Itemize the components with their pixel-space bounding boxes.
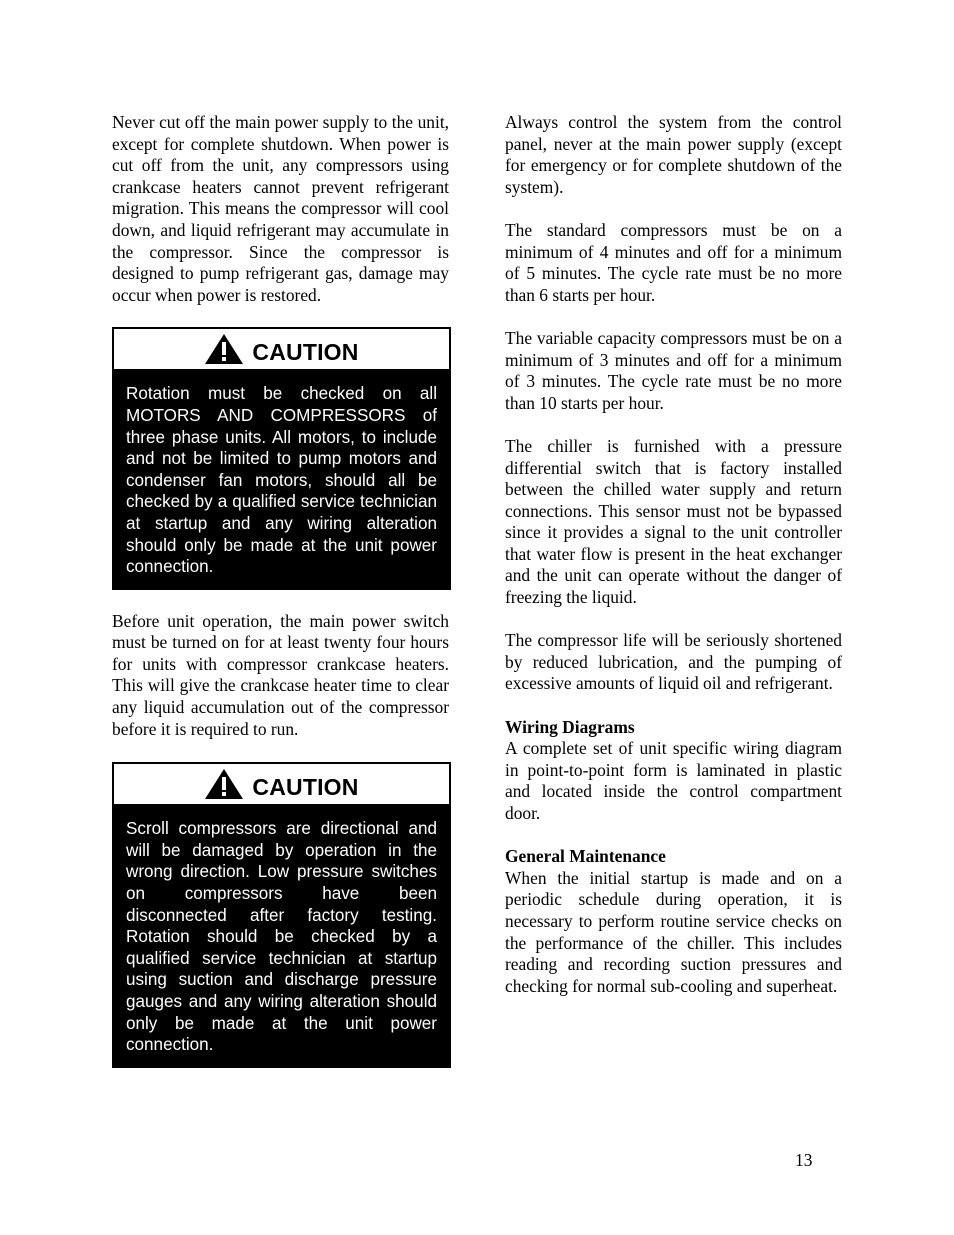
paragraph-general-maintenance: When the initial startup is made and on a periodic schedule during operation, it is necessary to perform routine service checks on the performance of the chiller. This includes reading and recording suction pressures and checking for normal sub-cooling and superheat.	[505, 867, 842, 996]
caution-box-rotation	[112, 327, 451, 589]
paragraph-crankcase-heaters: Before unit operation, the main power switch must be turned on for at least twenty four hours for units with compressor crankcase heaters. This will give the crankcase heater time to clear any liquid accumulation out of the compressor before it is required to run.	[112, 610, 449, 739]
paragraph-wiring-diagrams: A complete set of unit specific wiring diagram in point-to-point form is laminated in plastic and located inside the control compartment door.	[505, 738, 842, 823]
paragraph-compressor-life: The compressor life will be seriously shortened by reduced lubrication, and the pumping of excessive amounts of liquid oil and refrigerant.	[505, 630, 842, 694]
warning-triangle-icon	[204, 768, 244, 800]
caution-header	[114, 329, 449, 369]
caution-header	[114, 764, 449, 804]
right-column	[505, 112, 842, 997]
page-number: 13	[795, 1150, 813, 1170]
warning-triangle-icon	[204, 333, 244, 365]
paragraph-pressure-switch: The chiller is furnished with a pressure differential switch that is factory installed between the chilled water supply and return connections. This sensor must not be bypassed since it provides a signal to the unit controller that water flow is present in the heat exchanger and the unit can operate without the danger of freezing the liquid.	[505, 435, 842, 608]
paragraph-standard-compressors: The standard compressors must be on a minimum of 4 minutes and off for a minimum of 5 minutes. The cycle rate must be no more than 6 starts per hour.	[505, 219, 842, 305]
heading-general-maintenance: General Maintenance	[505, 846, 666, 867]
caution-text: Scroll compressors are directional and will be damaged by operation in the wrong direction. Low pressure switches on compressors have been disconnected after factory testing. Rotation should be checked by a qualified service technician at startup using suction and discharge pressure gauges and any wiring alteration should only be made at the unit power connection.	[114, 804, 449, 1066]
paragraph-main-power: Never cut off the main power supply to the unit, except for complete shutdown. When power is cut off from the unit, any compressors using crankcase heaters cannot prevent refrigerant migration. This means the compressor will cool down, and liquid refrigerant may accumulate in the compressor. Since the compressor is designed to pump refrigerant gas, damage may occur when power is restored.	[112, 112, 449, 305]
paragraph-variable-compressors: The variable capacity compressors must be on a minimum of 3 minutes and off for a minimum of 3 minutes. The cycle rate must be no more than 10 starts per hour.	[505, 327, 842, 413]
left-column	[112, 112, 449, 1068]
heading-wiring-diagrams: Wiring Diagrams	[505, 716, 635, 737]
caution-title: CAUTION	[252, 338, 359, 365]
caution-box-scroll	[112, 762, 451, 1068]
caution-title: CAUTION	[252, 773, 359, 800]
caution-text: Rotation must be checked on all MOTORS AND COMPRESSORS of three phase units. All motors, to include and not be limited to pump motors and condenser fan motors, should all be checked by a qualified service technician at startup and any wiring alteration should only be made at the unit power connection.	[114, 369, 449, 587]
paragraph-control-panel: Always control the system from the control panel, never at the main power supply (except for emergency or for complete shutdown of the system).	[505, 112, 842, 197]
